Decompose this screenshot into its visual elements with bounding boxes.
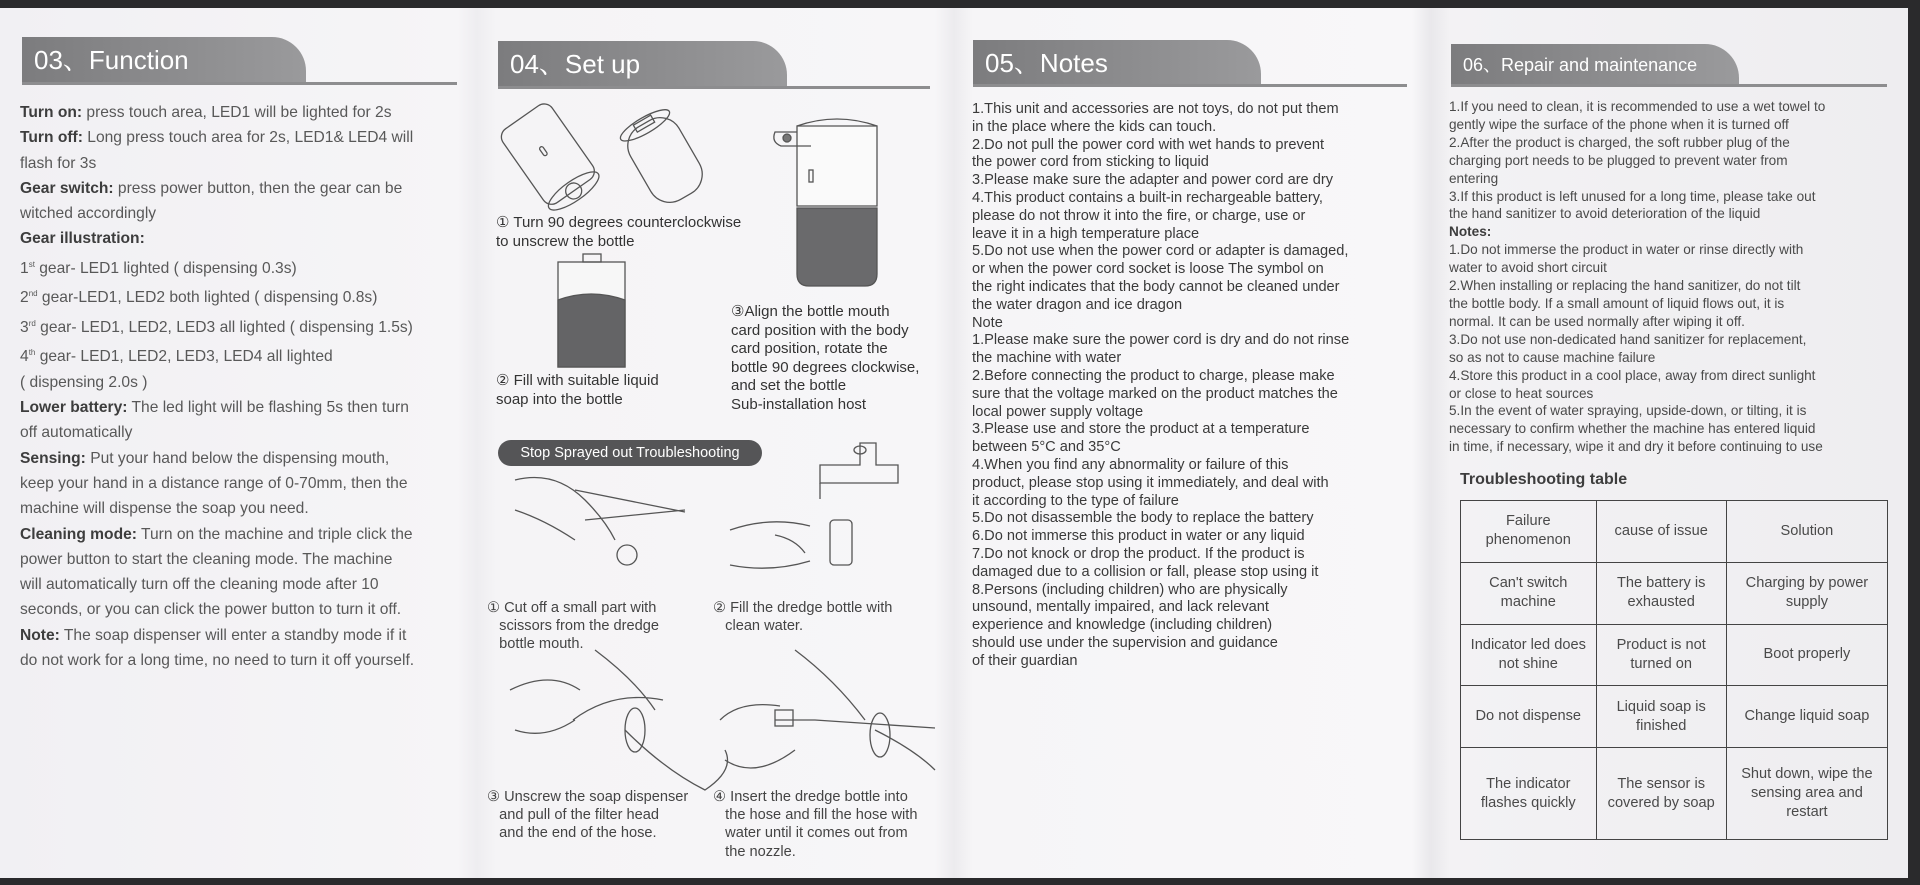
- ordinal-suffix: th: [28, 348, 36, 358]
- caption-line: to unscrew the bottle: [496, 232, 635, 250]
- text-line: [20, 420, 414, 445]
- line-text: 3.Do not use non-dedicated hand sanitizer for replacement,: [1449, 331, 1807, 347]
- text-line: 1.Please make sure the power cord is dry and do not rinse: [972, 332, 1350, 349]
- line-text: The soap dispenser will enter a standby mode if it: [59, 626, 407, 644]
- bold-label: Notes:: [1449, 224, 1492, 240]
- ordinal-suffix: nd: [28, 289, 38, 299]
- line-text: ( dispensing 2.0s ): [20, 373, 148, 391]
- text-line: unsound, mentally impaired, and lack relevant: [972, 599, 1269, 616]
- line-text: so as not to cause machine failure: [1449, 349, 1656, 365]
- text-line: 2.Do not pull the power cord with wet hands to prevent: [972, 136, 1325, 153]
- ordinal-suffix: rd: [28, 318, 36, 328]
- text-line: the machine with water: [972, 350, 1122, 367]
- table-cell: Liquid soap is finished: [1596, 686, 1726, 748]
- caption-line: water until it comes out from: [713, 825, 908, 842]
- text-line: should use under the supervision and guidance: [972, 634, 1278, 651]
- text-line: [20, 340, 414, 369]
- table-cell: Product is not turned on: [1596, 624, 1726, 686]
- text-line: local power supply voltage: [972, 403, 1144, 420]
- gear-number: 1: [20, 259, 29, 277]
- line-text: Turn on the machine and triple click the: [136, 525, 413, 543]
- text-line: Note: [972, 314, 1003, 331]
- text-line: the water dragon and ice dragon: [972, 296, 1183, 313]
- table-cell: Shut down, wipe the sensing area and restart: [1726, 748, 1887, 840]
- text-line: 8.Persons (including children) who are physically: [972, 581, 1288, 598]
- header-rule: [22, 82, 457, 85]
- bold-label: Note:: [20, 626, 60, 644]
- line-text: flash for 3s: [20, 154, 97, 172]
- text-line: sure that the voltage marked on the product matches the: [972, 385, 1338, 402]
- table-cell: The battery is exhausted: [1596, 562, 1726, 624]
- line-text: charging port needs to be plugged to prevent water from: [1449, 152, 1788, 168]
- caption-line: Sub-installation host: [731, 395, 867, 413]
- text-line: [1449, 116, 1825, 134]
- table-cell: Do not dispense: [1461, 686, 1597, 748]
- gear-number: 4: [20, 348, 29, 366]
- bold-label: Turn off:: [20, 129, 83, 147]
- text-line: leave it in a high temperature place: [972, 225, 1200, 242]
- caption-line: card position with the body: [731, 321, 909, 339]
- text-line: [1449, 349, 1825, 367]
- text-line: [20, 471, 414, 496]
- line-text: water to avoid short circuit: [1449, 260, 1607, 276]
- header-rule: [1451, 84, 1887, 87]
- text-line: [1449, 170, 1825, 188]
- line-text: 1.Do not immerse the product in water or rinse directly with: [1449, 242, 1804, 258]
- line-text: will automatically turn off the cleaning mode after 10: [20, 576, 379, 594]
- text-line: [20, 226, 414, 251]
- text-line: [20, 281, 414, 310]
- line-text: Put your hand below the dispensing mouth,: [85, 449, 390, 467]
- caption-line: card position, rotate the: [731, 340, 888, 357]
- text-line: [20, 100, 414, 125]
- text-line: 1.This unit and accessories are not toys, do not put them: [972, 101, 1339, 117]
- line-text: seconds, or you can click the power button to turn it off.: [20, 601, 402, 619]
- assembled-dispenser-illustration: [774, 119, 877, 286]
- text-line: [1449, 188, 1825, 206]
- text-line: [20, 370, 414, 395]
- gear-number: 2: [20, 289, 29, 307]
- caption-line: ③Align the bottle mouth: [731, 303, 890, 320]
- text-line: or when the power cord socket is loose The symbol on: [972, 261, 1324, 278]
- line-text: 5.In the event of water spraying, upside-down, or tilting, it is: [1449, 403, 1807, 419]
- text-line: 3.Please make sure the adapter and power cord are dry: [972, 172, 1333, 189]
- liquid-jar-illustration: [558, 254, 625, 367]
- text-line: [20, 151, 414, 176]
- hose-removal-illustration: [510, 650, 728, 790]
- table-row: [1461, 624, 1888, 686]
- line-text: witched accordingly: [20, 205, 157, 223]
- setup-step-2-caption: [496, 372, 659, 409]
- text-line: [20, 201, 414, 226]
- line-text: 4.Store this product in a cool place, away from direct sunlight: [1449, 367, 1816, 383]
- text-line: [20, 572, 414, 597]
- line-text: power button to start the cleaning mode. The machine: [20, 550, 393, 568]
- gear-number: 3: [20, 318, 29, 336]
- caption-line: ② Fill with suitable liquid: [496, 372, 659, 389]
- line-text: machine will dispense the soap you need.: [20, 500, 309, 518]
- bold-label: Turn on:: [20, 104, 83, 121]
- bold-label: Lower battery:: [20, 399, 128, 417]
- text-line: 5.Do not disassemble the body to replace the battery: [972, 510, 1314, 527]
- text-line: it according to the type of failure: [972, 492, 1179, 509]
- text-line: product, please stop using it immediately, and deal with: [972, 474, 1329, 491]
- line-text: 2.After the product is charged, the soft rubber plug of the: [1449, 134, 1790, 150]
- text-line: [20, 252, 414, 281]
- line-text: normal. It can be used normally after wiping it off.: [1449, 313, 1745, 329]
- text-line: [1449, 205, 1825, 223]
- text-line: 7.Do not knock or drop the product. If the product is: [972, 545, 1305, 562]
- line-text: do not work for a long time, no need to turn it off yourself.: [20, 651, 415, 669]
- notes-text: [972, 101, 1349, 671]
- section-header-repair: 06、Repair and maintenance: [1451, 44, 1739, 84]
- line-text: off automatically: [20, 424, 133, 442]
- bold-label: Gear switch:: [20, 179, 114, 197]
- text-line: 4.This product contains a built-in rechargeable battery,: [972, 189, 1323, 206]
- bold-label: Gear illustration:: [20, 230, 145, 248]
- text-line: the power cord from sticking to liquid: [972, 154, 1209, 171]
- header-rule: [973, 84, 1407, 87]
- line-text: keep your hand in a distance range of 0-70mm, then the: [20, 474, 408, 492]
- dispenser-unscrewed-illustration: [497, 100, 604, 216]
- bottle-illustration: [617, 104, 710, 210]
- text-line: [1449, 259, 1825, 277]
- faucet-illustration: [820, 443, 898, 565]
- text-line: [20, 176, 414, 201]
- text-line: 4.When you find any abnormality or failure of this: [972, 456, 1289, 473]
- setup-step-3-caption: [731, 303, 919, 414]
- line-text: in time, if necessary, wipe it and dry it before continuing to use: [1449, 439, 1823, 455]
- bold-label: Cleaning mode:: [20, 525, 137, 543]
- text-line: [1449, 241, 1825, 259]
- text-line: experience and knowledge (including children): [972, 617, 1273, 634]
- line-text: gear- LED1 lighted ( dispensing 0.3s): [34, 259, 297, 277]
- setup-step-1-caption: [496, 214, 741, 251]
- caption-line: ② Fill the dredge bottle with: [713, 600, 893, 616]
- text-line: 6.Do not immerse this product in water or any liquid: [972, 528, 1305, 545]
- text-line: 3.Please use and store the product at a temperature: [972, 421, 1310, 438]
- text-line: [20, 446, 414, 471]
- line-text: 1.If you need to clean, it is recommended to use a wet towel to: [1449, 99, 1826, 114]
- caption-line: and the end of the hose.: [487, 825, 657, 842]
- troubleshooting-table: [1460, 500, 1888, 840]
- caption-line: ① Cut off a small part with: [487, 600, 657, 616]
- table-cell: Can't switch machine: [1461, 562, 1597, 624]
- text-line: 2.Before connecting the product to charge, please make: [972, 367, 1335, 384]
- text-line: [1449, 98, 1825, 116]
- table-cell: Change liquid soap: [1726, 686, 1887, 748]
- troubleshoot-step-1-caption: [487, 599, 659, 654]
- text-line: of their guardian: [972, 652, 1078, 669]
- line-text: 2.When installing or replacing the hand sanitizer, do not tilt: [1449, 278, 1801, 294]
- table-header-cell: Failure phenomenon: [1461, 501, 1597, 563]
- text-line: between 5°C and 35°C: [972, 439, 1121, 456]
- caption-line: scissors from the dredge: [487, 618, 659, 635]
- line-text: Long press touch area for 2s, LED1& LED4 will: [82, 129, 414, 147]
- section-header-function: 03、Function: [22, 37, 306, 83]
- line-text: gear- LED1, LED2, LED3 all lighted ( dispensing 1.5s): [35, 318, 413, 336]
- text-line: [20, 648, 414, 673]
- text-line: [1449, 331, 1825, 349]
- line-text: gear-LED1, LED2 both lighted ( dispensing 0.8s): [37, 289, 378, 307]
- text-line: [1449, 152, 1825, 170]
- caption-line: the nozzle.: [713, 843, 796, 860]
- line-text: necessary to confirm whether the machine has entered liquid: [1449, 421, 1816, 437]
- troubleshoot-step-4-caption: [713, 788, 917, 861]
- section-header-setup: 04、Set up: [498, 41, 787, 87]
- text-line: [20, 547, 414, 572]
- caption-line: ③ Unscrew the soap dispenser: [487, 789, 689, 805]
- caption-line: and pull of the filter head: [487, 807, 659, 824]
- line-text: gently wipe the surface of the phone when it is turned off: [1449, 116, 1789, 132]
- text-line: [1449, 313, 1825, 331]
- text-line: [1449, 134, 1825, 152]
- text-line: please do not throw it into the fire, or charge, use or: [972, 207, 1306, 224]
- troubleshooting-table-title: Troubleshooting table: [1460, 471, 1628, 488]
- table-cell: Boot properly: [1726, 624, 1887, 686]
- troubleshooting-badge: Stop Sprayed out Troubleshooting: [498, 440, 762, 466]
- scissors-cutting-illustration: [515, 478, 685, 566]
- text-line: [1449, 277, 1825, 295]
- table-cell: The sensor is covered by soap: [1596, 748, 1726, 840]
- text-line: the right indicates that the body cannot be cleaned under: [972, 278, 1340, 295]
- caption-line: bottle mouth.: [487, 636, 584, 653]
- hose-refill-illustration: [720, 650, 935, 770]
- caption-line: ④ Insert the dredge bottle into: [713, 789, 908, 805]
- text-line: [1449, 438, 1825, 456]
- table-header-row: [1461, 501, 1888, 563]
- text-line: [1449, 367, 1825, 385]
- line-text: press power button, then the gear can be: [113, 179, 403, 197]
- text-line: damaged due to a collision or fall, please stop using it: [972, 563, 1319, 580]
- text-line: [20, 597, 414, 622]
- text-line: [20, 623, 414, 648]
- text-line: [20, 125, 414, 150]
- section-header-notes: 05、Notes: [973, 40, 1261, 86]
- caption-line: clean water.: [713, 618, 804, 635]
- text-line: 5.Do not use when the power cord or adapter is damaged,: [972, 243, 1349, 260]
- line-text: the bottle body. If a small amount of liquid flows out, it is: [1449, 295, 1785, 311]
- text-line: [20, 496, 414, 521]
- table-cell: The indicator flashes quickly: [1461, 748, 1597, 840]
- line-text: 3.If this product is left unused for a long time, please take out: [1449, 188, 1816, 204]
- table-cell: Indicator led does not shine: [1461, 624, 1597, 686]
- bold-label: Sensing:: [20, 449, 86, 467]
- line-text: the hand sanitizer to avoid deterioration of the liquid: [1449, 206, 1761, 222]
- caption-line: bottle 90 degrees clockwise,: [731, 358, 920, 376]
- line-text: gear- LED1, LED2, LED3, LED4 all lighted: [35, 348, 333, 366]
- caption-line: and set the bottle: [731, 377, 847, 394]
- caption-line: ① Turn 90 degrees counterclockwise: [496, 214, 742, 231]
- repair-text: [1449, 98, 1825, 456]
- header-rule: [498, 86, 930, 89]
- table-row: [1461, 686, 1888, 748]
- line-text: press touch area, LED1 will be lighted for 2s: [82, 104, 392, 121]
- text-line: [1449, 223, 1825, 241]
- text-line: [1449, 385, 1825, 403]
- ordinal-suffix: st: [28, 259, 35, 269]
- line-text: entering: [1449, 170, 1499, 186]
- caption-line: the hose and fill the hose with: [713, 807, 918, 824]
- line-text: The led light will be flashing 5s then turn: [127, 399, 409, 417]
- line-text: or close to heat sources: [1449, 385, 1594, 401]
- text-line: in the place where the kids can touch.: [972, 118, 1217, 135]
- text-line: [20, 311, 414, 340]
- table-header-cell: Solution: [1726, 501, 1887, 563]
- table-header-cell: cause of issue: [1596, 501, 1726, 563]
- table-cell: Charging by power supply: [1726, 562, 1887, 624]
- troubleshoot-step-2-caption: [713, 599, 892, 635]
- text-line: [1449, 295, 1825, 313]
- text-line: [20, 522, 414, 547]
- caption-line: soap into the bottle: [496, 390, 623, 408]
- text-line: [20, 395, 414, 420]
- hand-holding-bottle-illustration: [730, 522, 810, 568]
- text-line: [1449, 420, 1825, 438]
- table-row: [1461, 748, 1888, 840]
- function-text: [20, 100, 414, 673]
- troubleshoot-step-3-caption: [487, 788, 688, 843]
- text-line: [1449, 402, 1825, 420]
- table-row: [1461, 562, 1888, 624]
